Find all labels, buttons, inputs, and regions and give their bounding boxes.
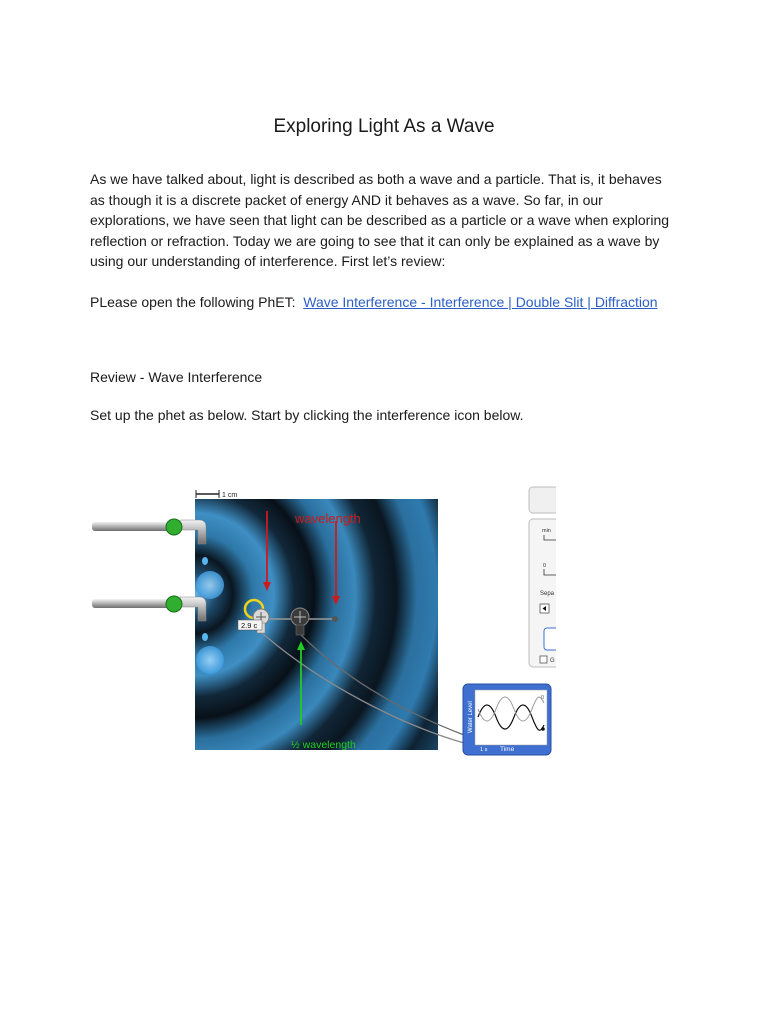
water-level-graph[interactable]	[463, 684, 551, 755]
graph-xlabel: Time	[500, 746, 515, 753]
panel-top-button[interactable]	[529, 487, 556, 513]
phet-link[interactable]: Wave Interference - Interference | Double Slit | Diffraction	[303, 294, 658, 310]
phet-screenshot-figure	[92, 485, 556, 761]
graph-ylabel: Water Level	[468, 701, 474, 733]
measuring-tape-end[interactable]	[332, 616, 338, 622]
wavelength-label: wavelength	[295, 511, 361, 526]
source-glow-top	[196, 571, 224, 599]
water-drop-bottom	[202, 633, 208, 641]
faucet-top-button[interactable]	[166, 519, 182, 535]
document-title: Exploring Light As a Wave	[273, 116, 495, 137]
panel-toggle-button[interactable]	[544, 628, 556, 650]
faucet-bottom[interactable]	[92, 596, 208, 641]
phet-link-line	[90, 292, 680, 313]
panel-separation-label: Sepa	[540, 591, 555, 597]
panel-checkbox[interactable]	[540, 656, 547, 663]
intro-paragraph: As we have talked about, light is described as both a wave and a particle. That is, it behaves as though it is a discrete packet of energy AND it behaves as a wave. So far, in our explorations, we have seen that light can be described as a particle or a wave when exploring reflection or refraction. Today we are going to see that it can only be explained as a wave by using our understanding of interference. First let’s review:	[90, 171, 670, 269]
source-glow-bottom	[196, 646, 224, 674]
panel-zero-label: 0	[543, 563, 547, 569]
open-prompt: PLease open the following PhET:	[90, 294, 296, 310]
water-drop-top	[202, 557, 208, 565]
scale-label: 1 cm	[222, 492, 238, 499]
probe-reading: 2.9 c	[241, 621, 258, 630]
graph-y-top: 0	[541, 695, 545, 701]
panel-min-label: min	[542, 528, 551, 534]
phet-simulation-image	[92, 485, 556, 761]
section-heading: Review - Wave Interference	[90, 369, 263, 385]
setup-instruction: Set up the phet as below. Start by clicking the interference icon below.	[90, 407, 524, 423]
control-panel	[529, 487, 556, 667]
graph-trace-end	[541, 727, 545, 731]
water-wave-pattern	[195, 499, 438, 750]
faucet-top[interactable]	[92, 519, 208, 565]
faucet-bottom-button[interactable]	[166, 596, 182, 612]
half-wavelength-label: ½ wavelength	[291, 739, 356, 751]
scale-bar	[196, 490, 237, 499]
graph-time-marker: 1 s	[480, 747, 488, 753]
panel-checkbox-label: G	[550, 658, 555, 664]
